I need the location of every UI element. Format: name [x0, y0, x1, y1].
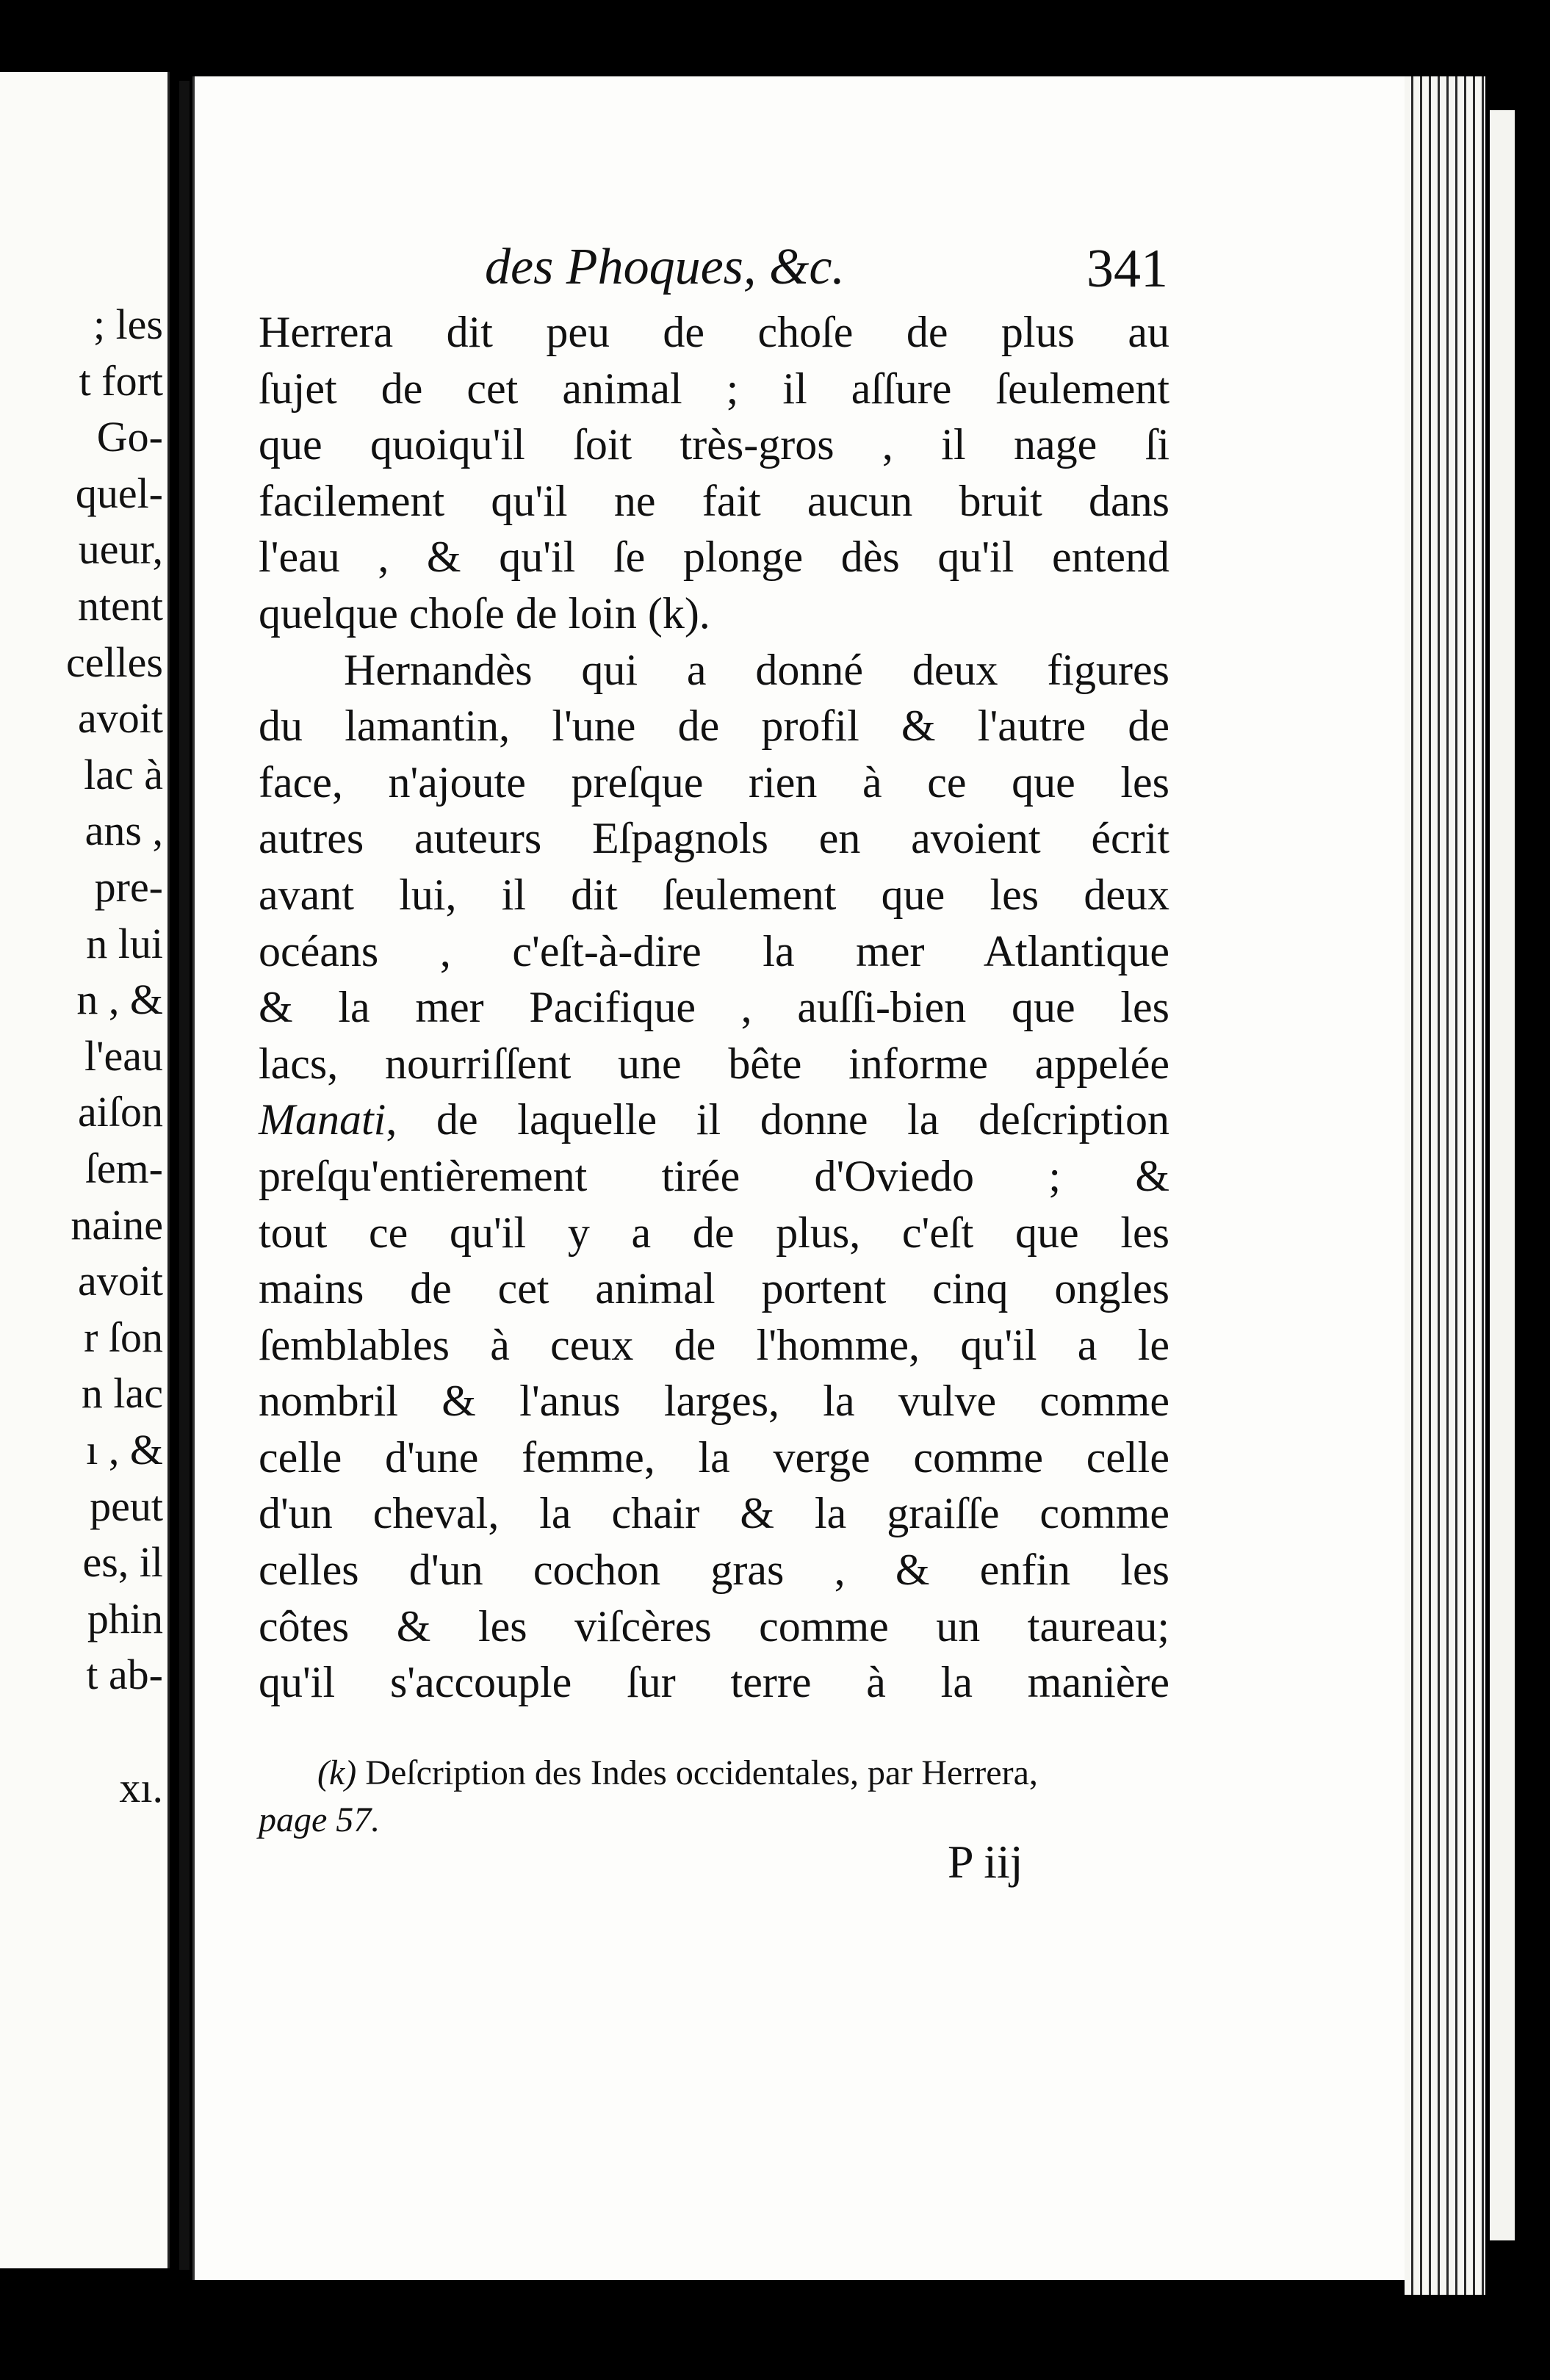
facing-page-line: es, il [82, 1538, 163, 1587]
body-line: ſujet de cet animal ; il aſſure ſeulement [259, 364, 1169, 413]
facing-page-line: n lac [81, 1369, 163, 1418]
facing-page-line: aiſon [78, 1088, 163, 1136]
italic-term: Manati [259, 1095, 386, 1144]
body-line: du lamantin, l'une de profil & l'autre de [259, 702, 1169, 751]
body-line: facilement qu'il ne fait aucun bruit dans [259, 476, 1169, 525]
facing-page-line: Go- [96, 413, 163, 461]
body-line: nombril & l'anus larges, la vulve comme [259, 1377, 1169, 1426]
footnote-page-ref: page 57. [259, 1800, 381, 1839]
footnote-marker: (k) [317, 1753, 357, 1792]
facing-page-line: quel- [75, 469, 163, 517]
body-line: autres auteurs Eſpagnols en avoient écrit [259, 814, 1169, 863]
body-line: Herrera dit peu de choſe de plus au [259, 308, 1169, 356]
body-line: ſemblables à ceux de l'homme, qu'il a le [259, 1320, 1169, 1369]
running-head [294, 238, 1168, 304]
facing-page-line: n lui [86, 919, 163, 967]
running-head-title: des Phoques, &c. [485, 239, 845, 295]
facing-page-line: t ab- [86, 1651, 163, 1699]
facing-page-line: peut [90, 1482, 163, 1530]
body-text [259, 304, 1169, 1711]
page-edges [1405, 76, 1485, 2295]
body-line: quelque choſe de loin (k). [259, 588, 710, 638]
footnote-text: Deſcription des Indes occidentales, par Herrera, [365, 1753, 1038, 1792]
body-line: preſqu'entièrement tirée d'Oviedo ; & [259, 1151, 1169, 1200]
body-line: d'un cheval, la chair & la graiſſe comme [259, 1489, 1169, 1538]
facing-page-fragment [0, 72, 170, 2268]
facing-page-line: phin [87, 1594, 163, 1642]
footnote-line [259, 1750, 1178, 1797]
facing-page-line: naine [71, 1200, 163, 1249]
page-number: 341 [1086, 239, 1168, 299]
facing-page-line: ntent [78, 582, 163, 630]
footnote-line [259, 1797, 1178, 1844]
body-line: côtes & les viſcères comme un taureau; [259, 1601, 1169, 1651]
facing-page-line: xı. [119, 1763, 163, 1811]
body-line: Manati, de laquelle il donne la deſcription [259, 1095, 1169, 1144]
footnote [259, 1750, 1178, 1844]
facing-page-line: ; les [93, 300, 163, 348]
facing-page-line: avoit [78, 1257, 163, 1305]
facing-page-line: n , & [76, 976, 163, 1024]
body-line: que quoiqu'il ſoit très-gros , il nage ſi [259, 420, 1169, 469]
body-line: celle d'une femme, la verge comme celle [259, 1432, 1169, 1482]
facing-page-line: ans , [84, 807, 163, 855]
next-page-edge [1490, 110, 1515, 2240]
facing-page-line: avoit [78, 694, 163, 743]
body-line: lacs, nourriſſent une bête informe appelée [259, 1039, 1169, 1088]
body-line: avant lui, il dit ſeulement que les deux [259, 870, 1169, 919]
signature-mark: P iij [948, 1836, 1023, 1888]
facing-page-line: lac à [84, 750, 163, 798]
body-line: l'eau , & qu'il ſe plonge dès qu'il entend [259, 533, 1169, 582]
body-line: mains de cet animal portent cinq ongles [259, 1264, 1169, 1313]
facing-page-line: l'eau [84, 1031, 163, 1080]
body-line: Hernandès qui a donné deux figures [344, 645, 1169, 694]
body-line: tout ce qu'il y a de plus, c'eſt que les [259, 1208, 1169, 1257]
body-line: celles d'un cochon gras , & enfin les [259, 1546, 1169, 1595]
facing-page-line: ı , & [86, 1426, 163, 1474]
facing-page-line: ueur, [78, 525, 163, 574]
facing-page-line: celles [65, 638, 163, 686]
body-line: océans , c'eſt-à-dire la mer Atlantique [259, 926, 1169, 976]
body-line: & la mer Pacifique , auſſi-bien que les [259, 983, 1169, 1032]
facing-page-line: pre- [94, 863, 163, 911]
facing-page-line: r ſon [84, 1313, 163, 1361]
facing-page-line: ſem- [84, 1144, 163, 1192]
book-gutter [179, 81, 190, 2270]
body-line: qu'il s'accouple ſur terre à la manière [259, 1658, 1169, 1707]
facing-page-line: t fort [79, 356, 163, 405]
body-line: face, n'ajoute preſque rien à ce que les [259, 757, 1169, 807]
